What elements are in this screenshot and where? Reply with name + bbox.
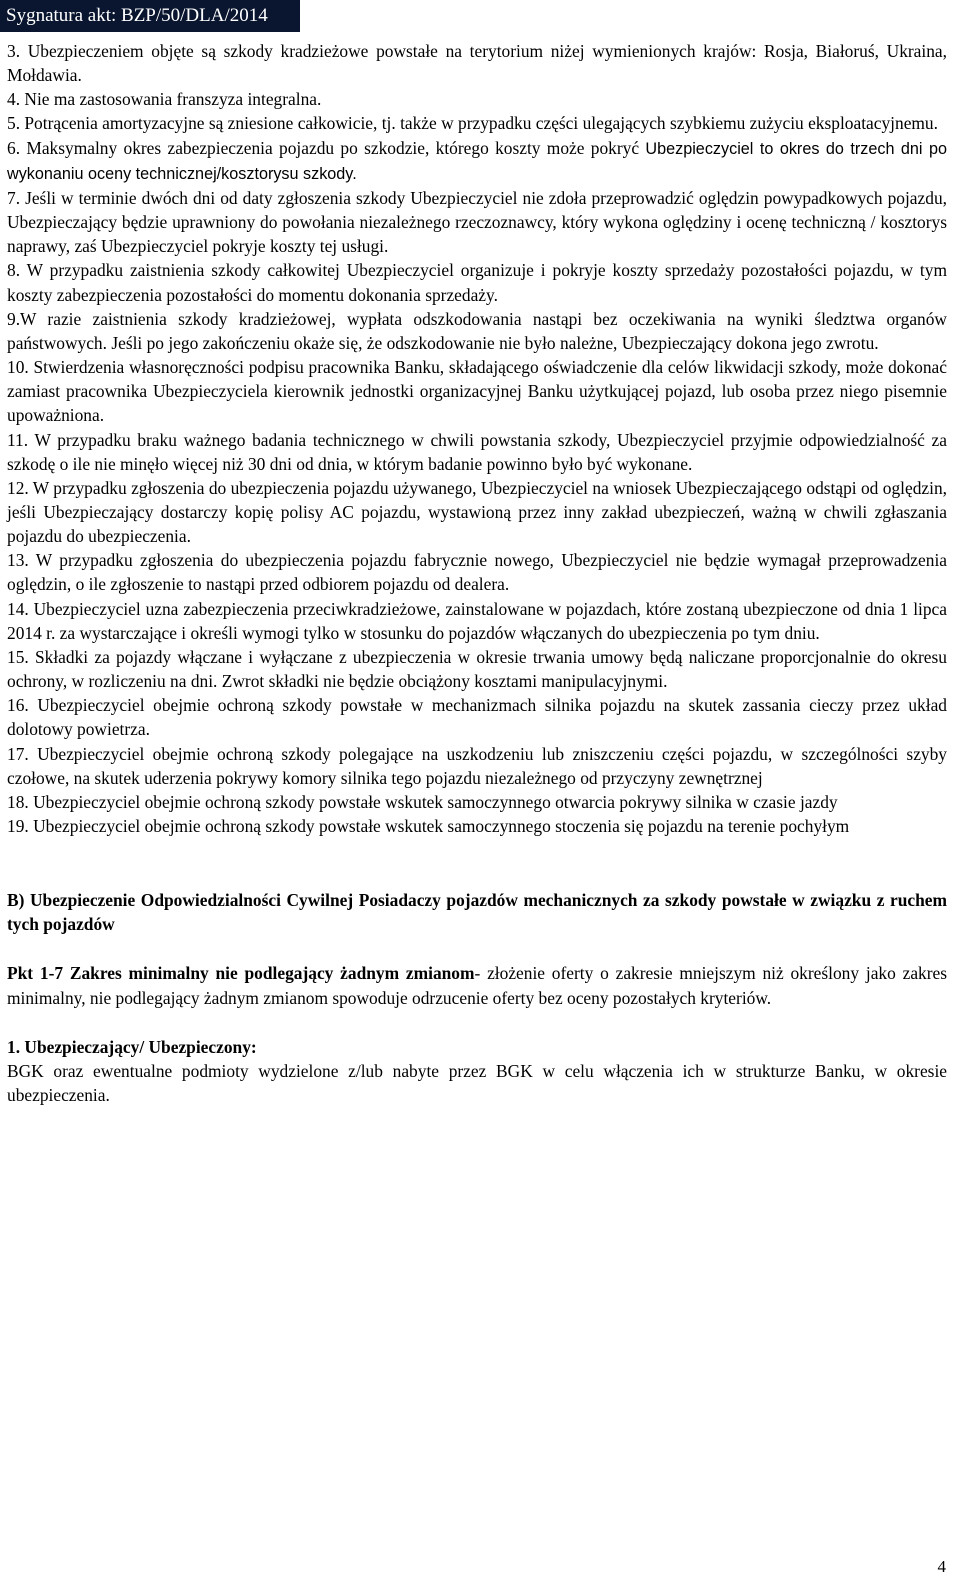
page-number: 4	[937, 1557, 946, 1576]
list-item-18: 18. Ubezpieczyciel obejmie ochroną szkody powstałe wskutek samoczynnego otwarcia pokrywy silnika w czasie jazdy	[7, 791, 838, 812]
insured-text: BGK oraz ewentualne podmioty wydzielone z/lub nabyte przez BGK w celu włączenia ich w strukturze Banku, w okresie ubezpieczenia.	[7, 1060, 947, 1106]
list-item-6-text-b: Ubezpieczyciel to okres do trzech dni po wykonaniu oceny technicznej/kosztorysu szkody.	[7, 139, 948, 183]
list-item-3: 3. Ubezpieczeniem objęte są szkody kradzieżowe powstałe na terytorium niżej wymienionych krajów: Rosja, Białoruś, Ukraina, Mołdawia.	[7, 41, 947, 86]
list-item-15: 15. Składki za pojazdy włączane i wyłączane z ubezpieczenia w okresie trwania umowy będą naliczane proporcjonalnie do okresu ochrony, w rozliczeniu na dni. Zwrot składki nie będzie obciążony kosztami manipulacyjnymi.	[7, 646, 947, 692]
list-item-4: 4. Nie ma zastosowania franszyza integralna.	[7, 89, 322, 110]
list-item-16: 16. Ubezpieczyciel obejmie ochroną szkody powstałe w mechanizmach silnika pojazdu na skutek zassania cieczy przez układ dolotowy powietrza.	[7, 695, 947, 740]
list-item-17: 17. Ubezpieczyciel obejmie ochroną szkody polegające na uszkodzeniu lub zniszczeniu części pojazdu, w szczególności szyby czołowe, na skutek uderzenia pokrywy komory silnika tego pojazdu niezależnego od przyczyny zewnętrznej	[7, 743, 947, 788]
spacer	[7, 838, 947, 888]
list-item-12: 12. W przypadku zgłoszenia do ubezpieczenia pojazdu używanego, Ubezpieczyciel na wniosek Ubezpieczającego odstąpi od oględzin, jeśli Ubezpieczający dostarczy kopię polisy AC pojazdu, wystawioną przez inny zakład ubezpieczeń, ważną w chwili zgłaszania pojazdu do ubezpieczenia.	[7, 477, 947, 547]
section-b-heading: B) Ubezpieczenie Odpowiedzialności Cywilnej Posiadaczy pojazdów mechanicznych za szkody powstałe w związku z ruchem tych pojazdów	[7, 890, 947, 935]
list-item-9: 9.W razie zaistnienia szkody kradzieżowej, wypłata odszkodowania nastąpi bez oczekiwania na wyniki śledztwa organów państwowych. Jeśli po jego zakończeniu okaże się, że odszkodowanie nie było należne, Ubezpieczający dokona jego zwrotu.	[7, 308, 947, 353]
list-item-7: 7. Jeśli w terminie dwóch dni od daty zgłoszenia szkody Ubezpieczyciel nie zdoła przeprowadzić oględzin powypadkowych pojazdu, Ubezpieczający będzie uprawniony do powołania niezależnego rzeczoznawcy, który wykona oględziny i ocenę techniczną / kosztorys naprawy, zaś Ubezpieczyciel pokryje koszty tej usługi.	[7, 187, 947, 257]
list-item-13: 13. W przypadku zgłoszenia do ubezpieczenia pojazdu fabrycznie nowego, Ubezpieczyciel nie będzie wymagał przeprowadzenia oględzin, o ile zgłoszenie to nastąpi przed odbiorem pojazdu od dealera.	[7, 550, 947, 595]
list-item-19: 19. Ubezpieczyciel obejmie ochroną szkody powstałe wskutek samoczynnego stoczenia się pojazdu na terenie pochyłym	[7, 816, 850, 836]
pkt-bold-text: Pkt 1-7 Zakres minimalny nie podlegający żadnym zmianom	[7, 963, 475, 984]
spacer	[7, 1010, 947, 1035]
list-item-10: 10. Stwierdzenia własnoręczności podpisu pracownika Banku, składającego oświadczenie dla celów likwidacji szkody, może dokonać zamiast pracownika Ubezpieczyciela kierownik jednostki organizacyjnej Banku użytkującej pojazd, lub osoba przez niego pisemnie upoważniona.	[7, 357, 947, 426]
pkt-rest-text: - złożenie oferty o zakresie mniejszym niż określony jako zakres minimalny, nie podlegający żadnym zmianom spowoduje odrzucenie oferty bez oceny pozostałych kryteriów.	[7, 963, 948, 1008]
list-item-6	[7, 136, 947, 186]
spacer	[7, 936, 947, 961]
insured-heading: 1. Ubezpieczający/ Ubezpieczony:	[7, 1036, 257, 1057]
list-item-5: 5. Potrącenia amortyzacyjne są zniesione całkowicie, tj. także w przypadku części ulegających szybkiemu zużyciu eksploatacyjnemu.	[7, 113, 938, 134]
list-item-8: 8. W przypadku zaistnienia szkody całkowitej Ubezpieczyciel organizuje i pokryje koszty sprzedaży pozostałości pojazdu, w tym koszty zabezpieczenia pozostałości do momentu dokonania sprzedaży.	[7, 260, 947, 305]
signature-header: Sygnatura akt: BZP/50/DLA/2014	[0, 0, 300, 32]
list-item-14: 14. Ubezpieczyciel uzna zabezpieczenia przeciwkradzieżowe, zainstalowane w pojazdach, które zostaną ubezpieczone od dnia 1 lipca 2014 r. za wystarczające i określi wymogi tylko w stosunku do pojazdów włączanych do ubezpieczenia po tym dniu.	[7, 598, 947, 643]
pkt-paragraph	[7, 961, 947, 1009]
list-item-6-text-a: 6. Maksymalny okres zabezpieczenia pojazdu po szkodzie, którego koszty może pokryć	[7, 137, 646, 158]
list-item-11: 11. W przypadku braku ważnego badania technicznego w chwili powstania szkody, Ubezpieczyciel przyjmie odpowiedzialność za szkodę o ile nie minęło więcej niż 30 dni od dnia, w którym badanie powinno było być wykonane.	[7, 429, 947, 474]
document-body	[7, 39, 947, 1107]
